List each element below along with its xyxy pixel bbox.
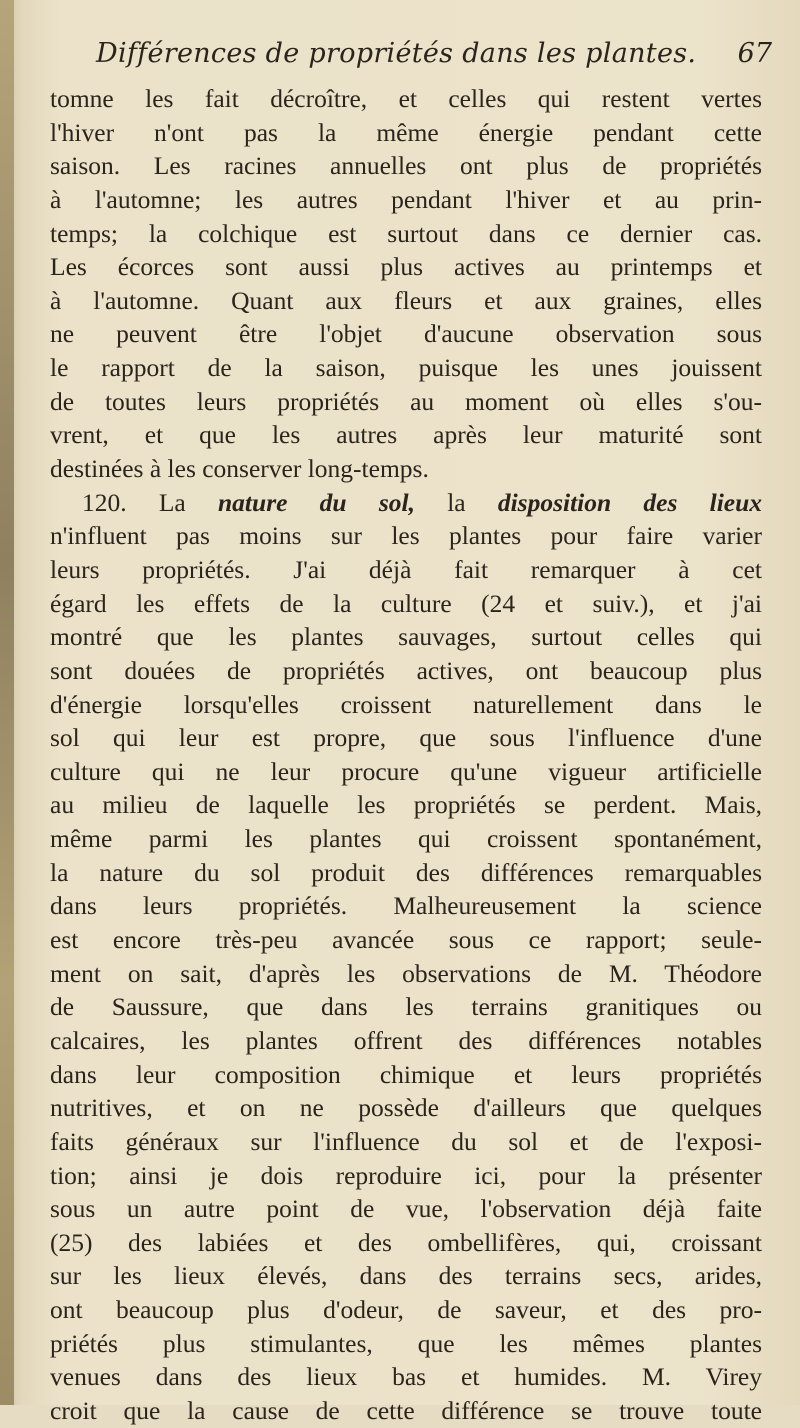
text-line: d'énergie lorsqu'elles croissent naturellement dans le <box>50 689 762 719</box>
italic-term-disposition-des-lieux: disposition des lieux <box>497 487 763 517</box>
text-line: saison. Les racines annuelles ont plus de propriétés <box>50 151 762 181</box>
text-line: montré que les plantes sauvages, surtout celles qui <box>50 622 762 652</box>
text-line: croit que la cause de cette différence se trouve toute <box>50 1395 762 1425</box>
text-line: vrent, et que les autres après leur maturité sont <box>50 420 762 450</box>
text-line: ont beaucoup plus d'odeur, de saveur, et des pro- <box>50 1295 762 1325</box>
running-title: Différences de propriétés dans les plantes. <box>96 38 697 69</box>
text-line: égard les effets de la culture (24 et suiv.), et j'ai <box>50 588 762 618</box>
text-line: de Saussure, que dans les terrains granitiques ou <box>50 992 762 1022</box>
text-line: destinées à les conserver long-temps. <box>50 454 429 484</box>
italic-term-nature-du-sol: nature du sol, <box>218 487 415 517</box>
book-spine-edge <box>0 0 14 1405</box>
paragraph-number: 120. <box>82 487 127 517</box>
text-line: nutritives, et on ne possède d'ailleurs que quelques <box>50 1093 762 1123</box>
text-line: même parmi les plantes qui croissent spontanément, <box>50 824 762 854</box>
text-line: au milieu de laquelle les propriétés se perdent. Mais, <box>50 790 762 820</box>
text-line: dans leurs propriétés. Malheureusement la science <box>50 891 762 921</box>
text-line: le rapport de la saison, puisque les unes jouissent <box>50 353 762 383</box>
text-line: temps; la colchique est surtout dans ce dernier cas. <box>50 218 762 248</box>
text-line: est encore très-peu avancée sous ce rapport; seule- <box>50 925 762 955</box>
text-line: faits généraux sur l'influence du sol et de l'exposi- <box>50 1126 762 1156</box>
word-la: La <box>158 487 186 517</box>
text-line: (25) des labiées et des ombellifères, qui, croissant <box>50 1227 762 1257</box>
text-line: sont douées de propriétés actives, ont beaucoup plus <box>50 655 762 685</box>
text-line: tion; ainsi je dois reproduire ici, pour la présenter <box>50 1160 762 1190</box>
text-line: calcaires, les plantes offrent des différences notables <box>50 1025 762 1055</box>
text-line: leurs propriétés. J'ai déjà fait remarquer à cet <box>50 554 762 584</box>
text-line: venues dans des lieux bas et humides. M. Virey <box>50 1362 762 1392</box>
paragraph-120-first-line <box>50 486 762 520</box>
body-text <box>50 82 762 1428</box>
text-line: sur les lieux élevés, dans des terrains secs, arides, <box>50 1261 762 1291</box>
page-header <box>96 38 776 78</box>
text-line: ment on sait, d'après les observations de M. Théodore <box>50 958 762 988</box>
word-la-2: la <box>447 487 466 517</box>
text-line: Les écorces sont aussi plus actives au printemps et <box>50 252 762 282</box>
text-line: tomne les fait décroître, et celles qui restent vertes <box>50 84 762 113</box>
text-line: n'influent pas moins sur les plantes pour faire varier <box>50 521 762 551</box>
text-line: priétés plus stimulantes, que les mêmes plantes <box>50 1328 762 1358</box>
text-line: l'hiver n'ont pas la même énergie pendant cette <box>50 117 762 147</box>
text-line: dans leur composition chimique et leurs propriétés <box>50 1059 762 1089</box>
text-line: à l'automne. Quant aux fleurs et aux graines, elles <box>50 285 762 315</box>
text-line: la nature du sol produit des différences remarquables <box>50 857 762 887</box>
page-number: 67 <box>737 38 772 69</box>
text-line: sous un autre point de vue, l'observation déjà faite <box>50 1194 762 1224</box>
text-line: sol qui leur est propre, que sous l'influence d'une <box>50 723 762 753</box>
text-line: à l'automne; les autres pendant l'hiver et au prin- <box>50 184 762 214</box>
text-line: de toutes leurs propriétés au moment où elles s'ou- <box>50 386 762 416</box>
text-line: ne peuvent être l'objet d'aucune observation sous <box>50 319 762 349</box>
text-line: culture qui ne leur procure qu'une vigueur artificielle <box>50 756 762 786</box>
